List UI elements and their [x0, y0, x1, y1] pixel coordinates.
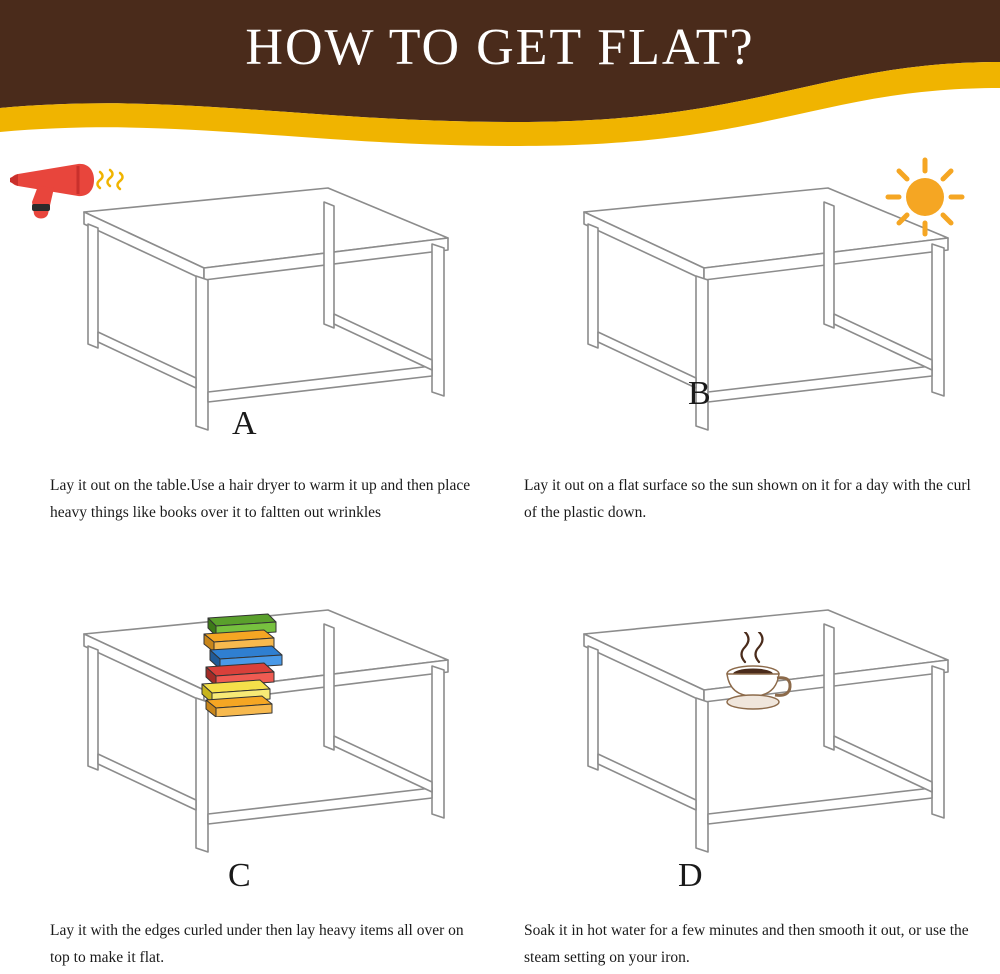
panel-letter-a: A [232, 405, 257, 442]
panel-letter-b: B [688, 375, 711, 412]
panel-letter-d: D [678, 857, 703, 894]
panel-caption-b: Lay it out on a flat surface so the sun shown on it for a day with the curl of the plastic down. [524, 477, 971, 522]
sun-icon [870, 152, 980, 242]
panel-d [500, 562, 1000, 974]
page-title: HOW TO GET FLAT? [245, 19, 755, 76]
panel-caption-c: Lay it with the edges curled under then lay heavy items all over on top to make it flat. [50, 922, 464, 967]
panel-a [0, 150, 500, 562]
panel-c [0, 562, 500, 974]
page-header [0, 0, 1000, 150]
instruction-panels [0, 150, 1000, 974]
coffee-cup-icon [705, 632, 805, 722]
panel-b [500, 150, 1000, 562]
panel-caption-a: Lay it out on the table.Use a hair dryer to warm it up and then place heavy things like books over it to faltten out wrinkles [50, 477, 471, 522]
panel-letter-c: C [228, 857, 251, 894]
hair-dryer-icon [8, 158, 128, 228]
stack-of-books-icon [190, 612, 300, 717]
panel-caption-d: Soak it in hot water for a few minutes and then smooth it out, or use the steam setting on your iron. [524, 922, 969, 967]
